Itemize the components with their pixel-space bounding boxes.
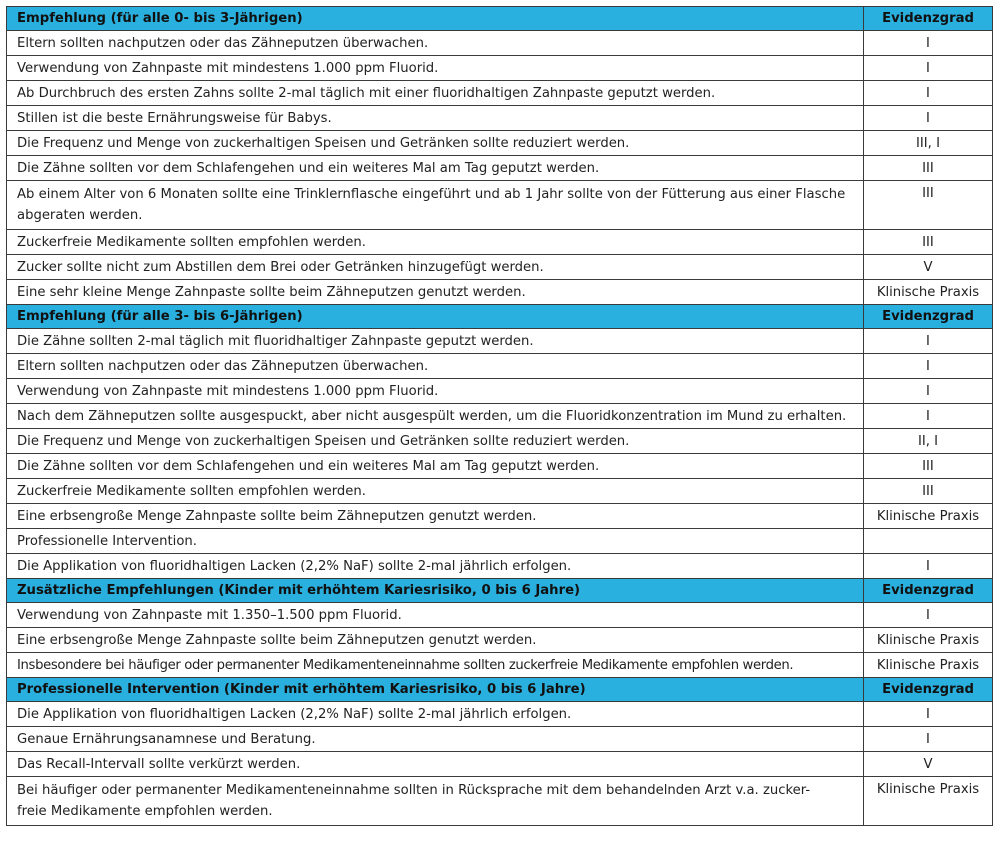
table-row: [7, 653, 993, 678]
section-title: Professionelle Intervention (Kinder mit erhöhtem Kariesrisiko, 0 bis 6 Jahre): [7, 678, 864, 702]
recommendation-text: Zuckerfreie Medikamente sollten empfohlen werden.: [7, 230, 864, 255]
evidence-grade: I: [864, 56, 993, 81]
section-header: [7, 579, 993, 603]
table-row: [7, 752, 993, 777]
evidence-grade: I: [864, 702, 993, 727]
evidence-grade: Klinische Praxis: [864, 504, 993, 529]
evidence-grade: I: [864, 404, 993, 429]
recommendation-text: Die Zähne sollten vor dem Schlafengehen und ein weiteres Mal am Tag geputzt werden.: [7, 156, 864, 181]
evidence-grade: II, I: [864, 429, 993, 454]
recommendation-text: Nach dem Zähneputzen sollte ausgespuckt, aber nicht ausgespült werden, um die Fluoridkonzentration im Mund zu erhalten.: [7, 404, 864, 429]
table-row: [7, 329, 993, 354]
evidence-grade: III: [864, 181, 993, 230]
table-row: [7, 81, 993, 106]
recommendation-text: Verwendung von Zahnpaste mit mindestens 1.000 ppm Fluorid.: [7, 56, 864, 81]
table-row: [7, 429, 993, 454]
evidence-grade: III: [864, 454, 993, 479]
recommendations-table: [6, 6, 993, 826]
evidence-grade: III: [864, 479, 993, 504]
table-row: [7, 31, 993, 56]
recommendation-text: Eine erbsengroße Menge Zahnpaste sollte beim Zähneputzen genutzt werden.: [7, 628, 864, 653]
recommendation-text: Die Applikation von fluoridhaltigen Lacken (2,2% NaF) sollte 2-mal jährlich erfolgen.: [7, 554, 864, 579]
recommendation-text: Verwendung von Zahnpaste mit 1.350–1.500 ppm Fluorid.: [7, 603, 864, 628]
recommendation-text: Die Frequenz und Menge von zuckerhaltigen Speisen und Getränken sollte reduziert werden.: [7, 131, 864, 156]
recommendation-text: Die Zähne sollten vor dem Schlafengehen und ein weiteres Mal am Tag geputzt werden.: [7, 454, 864, 479]
evidence-grade: [864, 529, 993, 554]
recommendation-text: Stillen ist die beste Ernährungsweise für Babys.: [7, 106, 864, 131]
recommendation-text: Ab Durchbruch des ersten Zahns sollte 2-mal täglich mit einer fluoridhaltigen Zahnpaste geputzt werden.: [7, 81, 864, 106]
table-row: [7, 156, 993, 181]
recommendation-text: Genaue Ernährungsanamnese und Beratung.: [7, 727, 864, 752]
section-title: Zusätzliche Empfehlungen (Kinder mit erhöhtem Kariesrisiko, 0 bis 6 Jahre): [7, 579, 864, 603]
evidence-grade: I: [864, 727, 993, 752]
section-title: Empfehlung (für alle 3- bis 6-Jährigen): [7, 305, 864, 329]
table-row: [7, 255, 993, 280]
evidence-grade: III: [864, 230, 993, 255]
table-row: [7, 230, 993, 255]
table-row: [7, 727, 993, 752]
evidence-grade: Klinische Praxis: [864, 280, 993, 305]
evidence-grade: V: [864, 255, 993, 280]
table-row: [7, 479, 993, 504]
section-header: [7, 305, 993, 329]
evidence-grade: Klinische Praxis: [864, 777, 993, 826]
table-row: [7, 354, 993, 379]
evidence-grade: I: [864, 603, 993, 628]
recommendation-text: Insbesondere bei häufiger oder permanenter Medikamenteneinnahme sollten zuckerfreie Medikamente empfohlen werden.: [7, 653, 864, 678]
grade-column-header: Evidenzgrad: [864, 305, 993, 329]
table-row: [7, 628, 993, 653]
table-row: [7, 454, 993, 479]
section-header: [7, 7, 993, 31]
evidence-grade: I: [864, 554, 993, 579]
recommendation-text: Eine sehr kleine Menge Zahnpaste sollte beim Zähneputzen genutzt werden.: [7, 280, 864, 305]
table-row: [7, 777, 993, 826]
recommendation-text: Eltern sollten nachputzen oder das Zähneputzen überwachen.: [7, 354, 864, 379]
table-row: [7, 131, 993, 156]
table-row: [7, 280, 993, 305]
recommendation-text: Die Frequenz und Menge von zuckerhaltigen Speisen und Getränken sollte reduziert werden.: [7, 429, 864, 454]
recommendation-text: Zucker sollte nicht zum Abstillen dem Brei oder Getränken hinzugefügt werden.: [7, 255, 864, 280]
recommendation-text: Das Recall-Intervall sollte verkürzt werden.: [7, 752, 864, 777]
recommendation-text: Eltern sollten nachputzen oder das Zähneputzen überwachen.: [7, 31, 864, 56]
evidence-grade: I: [864, 106, 993, 131]
table-row: [7, 56, 993, 81]
evidence-grade: V: [864, 752, 993, 777]
table-row: [7, 603, 993, 628]
recommendation-text: Bei häufiger oder permanenter Medikamenteneinnahme sollten in Rücksprache mit dem behandelnden Arzt v.a. zucker- freie Medikamente empfohlen werden.: [7, 777, 864, 826]
table-row: [7, 529, 993, 554]
recommendation-text: Die Zähne sollten 2-mal täglich mit fluoridhaltiger Zahnpaste geputzt werden.: [7, 329, 864, 354]
evidence-grade: I: [864, 329, 993, 354]
recommendation-text: Verwendung von Zahnpaste mit mindestens 1.000 ppm Fluorid.: [7, 379, 864, 404]
evidence-grade: I: [864, 379, 993, 404]
table-row: [7, 379, 993, 404]
evidence-grade: I: [864, 81, 993, 106]
table-row: [7, 504, 993, 529]
table-body: [7, 7, 993, 826]
recommendation-text: Zuckerfreie Medikamente sollten empfohlen werden.: [7, 479, 864, 504]
table-row: [7, 702, 993, 727]
grade-column-header: Evidenzgrad: [864, 579, 993, 603]
grade-column-header: Evidenzgrad: [864, 678, 993, 702]
table-row: [7, 404, 993, 429]
recommendation-text: Ab einem Alter von 6 Monaten sollte eine Trinklernflasche eingeführt und ab 1 Jahr sollte von der Fütterung aus einer Flasche abgeraten werden.: [7, 181, 864, 230]
evidence-grade: Klinische Praxis: [864, 653, 993, 678]
recommendation-text: Professionelle Intervention.: [7, 529, 864, 554]
evidence-grade: I: [864, 354, 993, 379]
table-row: [7, 554, 993, 579]
evidence-grade: III, I: [864, 131, 993, 156]
evidence-grade: Klinische Praxis: [864, 628, 993, 653]
grade-column-header: Evidenzgrad: [864, 7, 993, 31]
recommendation-text: Eine erbsengroße Menge Zahnpaste sollte beim Zähneputzen genutzt werden.: [7, 504, 864, 529]
table-row: [7, 181, 993, 230]
evidence-grade: III: [864, 156, 993, 181]
table-row: [7, 106, 993, 131]
section-title: Empfehlung (für alle 0- bis 3-Jährigen): [7, 7, 864, 31]
section-header: [7, 678, 993, 702]
evidence-grade: I: [864, 31, 993, 56]
recommendation-text: Die Applikation von fluoridhaltigen Lacken (2,2% NaF) sollte 2-mal jährlich erfolgen.: [7, 702, 864, 727]
